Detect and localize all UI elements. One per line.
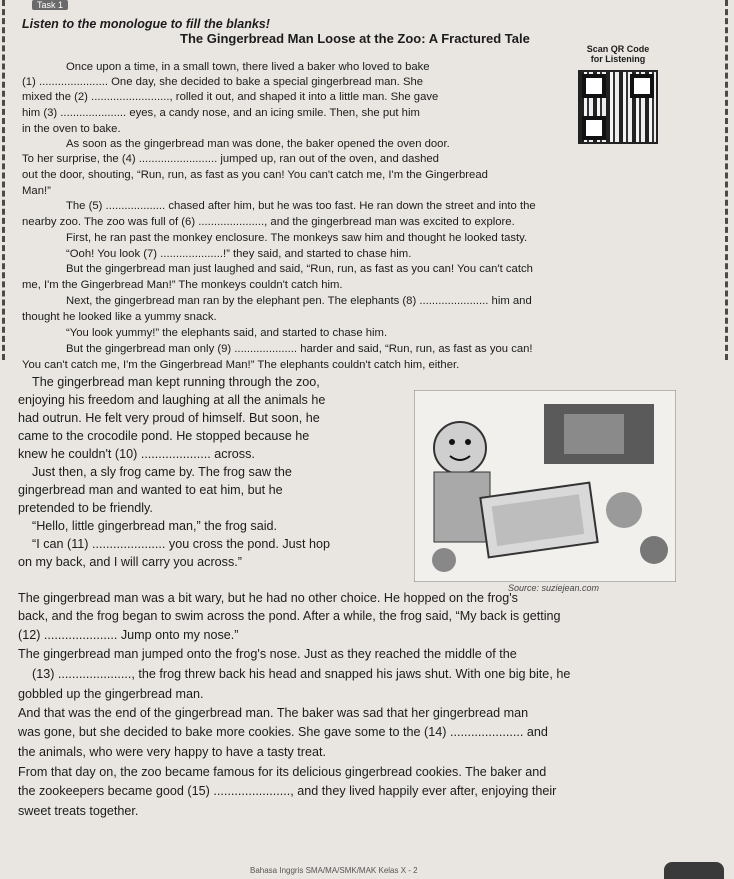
story-line: mixed the (2) ........................., rolled it out, and shaped it into a little man. She gave	[22, 91, 439, 103]
story-line: The gingerbread man kept running through the zoo,	[32, 375, 320, 389]
story-line: Next, the gingerbread man ran by the elephant pen. The elephants (8) ...................... him and	[66, 295, 532, 307]
spiral-binding-right	[715, 0, 728, 360]
story-line: (13) ....................., the frog threw back his head and snapped his jaws shut. With one big bite, he	[32, 667, 571, 681]
instruction: Listen to the monologue to fill the blanks!	[22, 17, 270, 31]
illustration-source: Source: suziejean.com	[508, 583, 600, 593]
spiral-binding-left	[2, 0, 15, 360]
story-line: him (3) ..................... eyes, a candy nose, and an icing smile. Then, she put him	[22, 107, 420, 119]
story-line: sweet treats together.	[18, 804, 139, 818]
story-line: back, and the frog began to swim across the pond. After a while, the frog said, “My back is getting	[18, 609, 561, 623]
story-line: You can't catch me, I'm the Gingerbread Man!” The elephants couldn't catch him, either.	[22, 359, 460, 371]
story-line: The gingerbread man was a bit wary, but he had no other choice. He hopped on the frog's	[18, 591, 518, 605]
story-line: “You look yummy!” the elephants said, and started to chase him.	[66, 327, 388, 339]
story-line: the zookeepers became good (15) ......................, and they lived happily ever after, enjoying their	[18, 784, 557, 798]
story-line: gingerbread man and wanted to eat him, but he	[18, 483, 283, 497]
story-line: had outrun. He felt very proud of himself. But soon, he	[18, 411, 320, 425]
qr-finder-icon	[630, 74, 654, 98]
qr-finder-icon	[582, 116, 606, 140]
story-line: (1) ...................... One day, she decided to bake a special gingerbread man. She	[22, 76, 424, 88]
story-line: (12) ..................... Jump onto my nose.”	[18, 628, 239, 642]
story-line: “Hello, little gingerbread man,” the frog said.	[32, 519, 278, 533]
story-line: But the gingerbread man just laughed and said, “Run, run, as fast as you can! You can't catch	[66, 263, 533, 275]
task-label: Task 1	[32, 0, 68, 10]
story-line: gobbled up the gingerbread man.	[18, 687, 204, 701]
story-line: The gingerbread man jumped onto the frog's nose. Just as they reached the middle of the	[18, 647, 517, 661]
footer-text: Bahasa Inggris SMA/MA/SMK/MAK Kelas X - 2	[250, 866, 418, 875]
footer-badge	[664, 862, 724, 879]
story-line: was gone, but she decided to bake more cookies. She gave some to the (14) ..................... and	[18, 725, 548, 739]
story-line: First, he ran past the monkey enclosure. The monkeys saw him and thought he looked tasty.	[66, 232, 528, 244]
story-line: the animals, who were very happy to have a tasty treat.	[18, 745, 327, 759]
story-line: Man!”	[22, 185, 51, 197]
story-line: And that was the end of the gingerbread man. The baker was sad that her gingerbread man	[18, 706, 529, 720]
gingerbread-illustration	[414, 390, 676, 582]
story-line: came to the crocodile pond. He stopped because he	[18, 429, 310, 443]
story-line: knew he couldn't (10) .................... across.	[18, 447, 255, 461]
story-line: me, I'm the Gingerbread Man!” The monkeys couldn't catch him.	[22, 279, 343, 291]
story-line: The (5) ................... chased after him, but he was too fast. He ran down the street and into the	[66, 200, 536, 212]
story-line: on my back, and I will carry you across.”	[18, 555, 242, 569]
story-line: From that day on, the zoo became famous for its delicious gingerbread cookies. The baker and	[18, 765, 547, 779]
story-line: But the gingerbread man only (9) .................... harder and said, “Run, run, as fast as you can!	[66, 343, 533, 355]
story-line: Once upon a time, in a small town, there lived a baker who loved to bake	[66, 61, 430, 73]
story-line: out the door, shouting, “Run, run, as fast as you can! You can't catch me, I'm the Gingerbread	[22, 169, 488, 181]
qr-section	[568, 44, 668, 144]
story-line: To her surprise, the (4) ......................... jumped up, ran out of the oven, and dashed	[22, 153, 439, 165]
story-title: The Gingerbread Man Loose at the Zoo: A Fractured Tale	[180, 31, 530, 46]
story-line: thought he looked like a yummy snack.	[22, 311, 217, 323]
story-line: in the oven to bake.	[22, 123, 121, 135]
story-line: “I can (11) ..................... you cross the pond. Just hop	[32, 537, 330, 551]
story-line: nearby zoo. The zoo was full of (6) ....................., and the gingerbread man was excited to explore.	[22, 216, 515, 228]
qr-finder-icon	[582, 74, 606, 98]
qr-label-line2: for Listening	[590, 54, 646, 64]
qr-code[interactable]	[578, 70, 658, 144]
story-line: “Ooh! You look (7) ....................!” they said, and started to chase him.	[66, 248, 412, 260]
story-line: Just then, a sly frog came by. The frog saw the	[32, 465, 292, 479]
story-line: As soon as the gingerbread man was done, the baker opened the oven door.	[66, 138, 450, 150]
story-line: pretended to be friendly.	[18, 501, 153, 515]
qr-label-line1: Scan QR Code	[586, 44, 650, 54]
story-line: enjoying his freedom and laughing at all the animals he	[18, 393, 326, 407]
